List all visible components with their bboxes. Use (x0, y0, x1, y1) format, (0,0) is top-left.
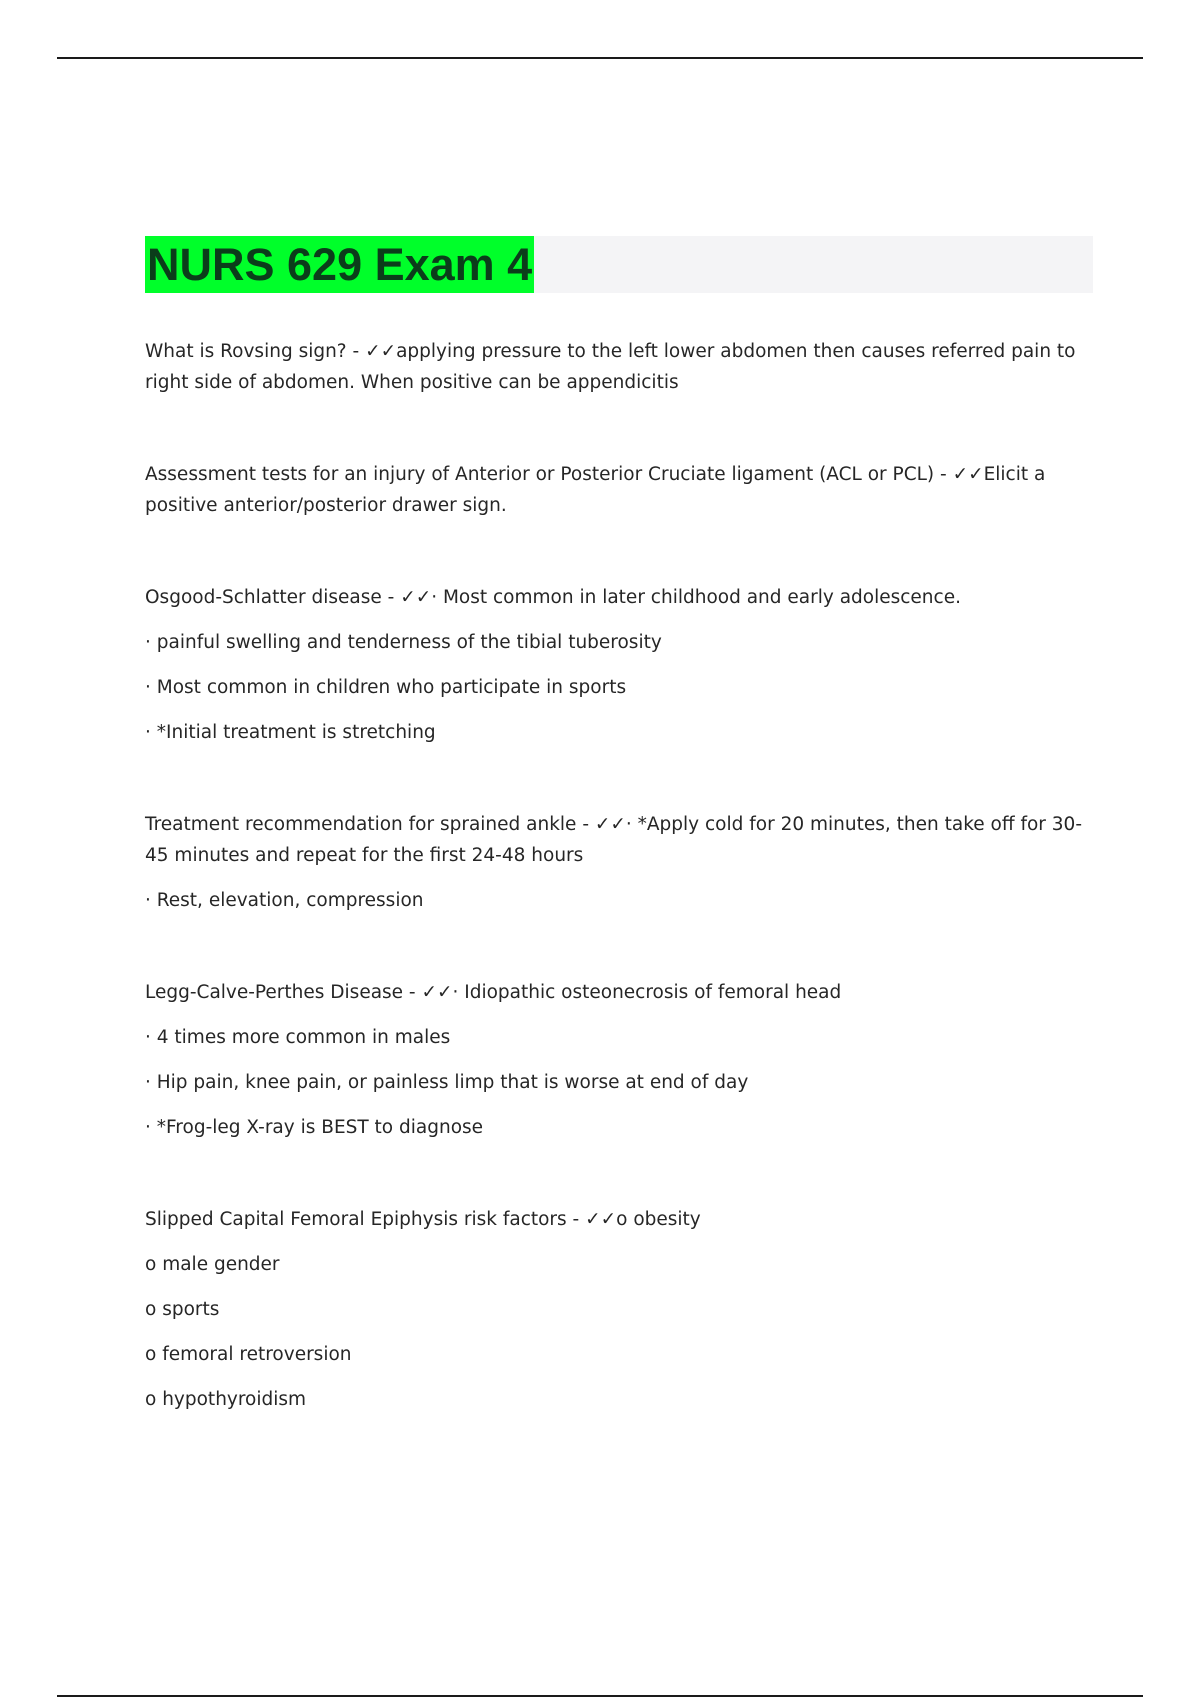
entry-line: · Hip pain, knee pain, or painless limp that is worse at end of day (145, 1072, 749, 1093)
entry-line: Treatment recommendation for sprained ankle - ✓✓· *Apply cold for 20 minutes, then take off for 30-45 minutes and repeat for the first 24-48 hours (145, 814, 1082, 866)
entry-legg-calve-perthes (145, 977, 1093, 1143)
top-rule (57, 57, 1143, 59)
entry-line: Assessment tests for an injury of Anterior or Posterior Cruciate ligament (ACL or PCL) - ✓✓Elicit a positive anterior/posterior drawer sign. (145, 464, 1046, 516)
entry-line: · Rest, elevation, compression (145, 890, 424, 911)
entry-osgood-schlatter (145, 582, 1093, 748)
entry-acl-pcl (145, 459, 1093, 521)
entry-line: o femoral retroversion (145, 1344, 352, 1365)
entry-line: · *Frog-leg X-ray is BEST to diagnose (145, 1117, 484, 1138)
entry-line: Legg-Calve-Perthes Disease - ✓✓· Idiopathic osteonecrosis of femoral head (145, 982, 842, 1003)
entry-line: · Most common in children who participate in sports (145, 677, 627, 698)
entry-line: Osgood-Schlatter disease - ✓✓· Most common in later childhood and early adolescence. (145, 587, 961, 608)
entry-line: Slipped Capital Femoral Epiphysis risk factors - ✓✓o obesity (145, 1209, 701, 1230)
bottom-rule (57, 1695, 1143, 1697)
entry-sprained-ankle (145, 809, 1093, 916)
entry-line: o sports (145, 1299, 220, 1320)
entry-scfe-risk-factors (145, 1204, 1093, 1415)
entry-line: · painful swelling and tenderness of the tibial tuberosity (145, 632, 662, 653)
entry-line: · *Initial treatment is stretching (145, 722, 436, 743)
entry-rovsing (145, 336, 1093, 398)
entry-line: o hypothyroidism (145, 1389, 307, 1410)
entry-line: · 4 times more common in males (145, 1027, 451, 1048)
page-title: NURS 629 Exam 4 (145, 236, 534, 293)
entry-line: What is Rovsing sign? - ✓✓applying pressure to the left lower abdomen then causes referred pain to right side of abdomen. When positive can be appendicitis (145, 341, 1076, 393)
document-body (145, 336, 1093, 1476)
entry-line: o male gender (145, 1254, 280, 1275)
